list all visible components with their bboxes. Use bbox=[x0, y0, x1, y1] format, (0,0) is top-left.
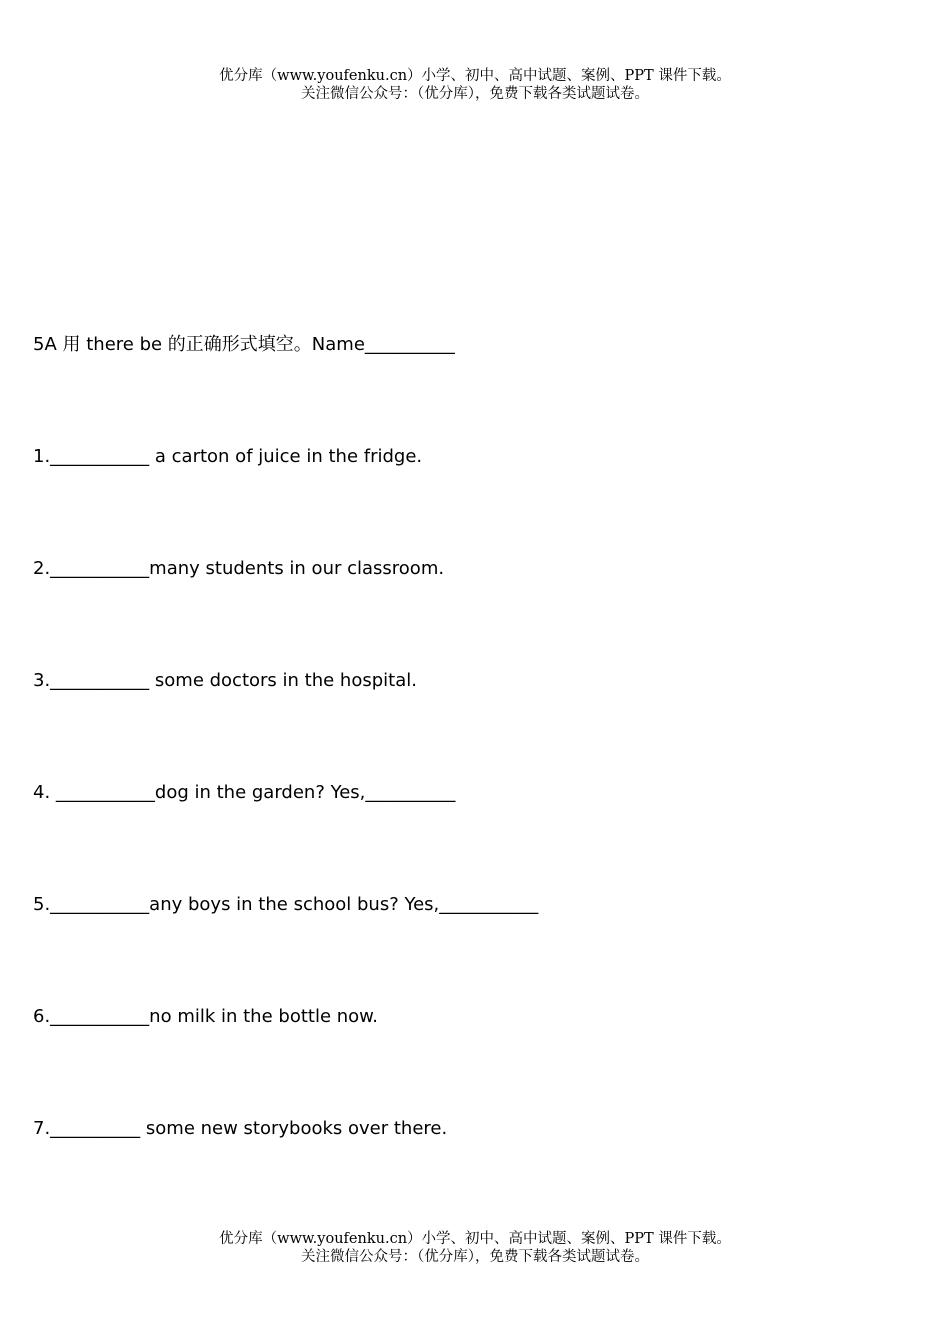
title-cjk-1: 用 bbox=[62, 334, 81, 355]
question-3: 3.___________ some doctors in the hospital. bbox=[33, 670, 417, 691]
footer-line-1: 优分库（www.youfenku.cn）小学、初中、高中试题、案例、PPT 课件下载。 bbox=[219, 1231, 731, 1247]
question-2: 2.___________many students in our classroom. bbox=[33, 558, 445, 579]
question-6: 6.___________no milk in the bottle now. bbox=[33, 1006, 378, 1027]
footer-line-2: 关注微信公众号：（优分库），免费下载各类试题试卷。 bbox=[301, 1249, 649, 1265]
header-line-1: 优分库（www.youfenku.cn）小学、初中、高中试题、案例、PPT 课件下载。 bbox=[219, 68, 731, 84]
question-4: 4. ___________dog in the garden? Yes,__________ bbox=[33, 782, 456, 803]
worksheet-title bbox=[33, 333, 455, 357]
header-line-2: 关注微信公众号：（优分库），免费下载各类试题试卷。 bbox=[301, 86, 649, 102]
title-name-field: Name__________ bbox=[311, 334, 455, 355]
title-cjk-2: 的正确形式填空。 bbox=[167, 334, 312, 355]
question-1: 1.___________ a carton of juice in the fridge. bbox=[33, 446, 423, 467]
page-header bbox=[0, 67, 950, 103]
title-prefix: 5A bbox=[33, 334, 63, 355]
title-mid: there be bbox=[80, 334, 168, 355]
question-5: 5.___________any boys in the school bus? Yes,___________ bbox=[33, 894, 539, 915]
page-footer bbox=[0, 1230, 950, 1266]
question-7: 7.__________ some new storybooks over there. bbox=[33, 1118, 448, 1139]
